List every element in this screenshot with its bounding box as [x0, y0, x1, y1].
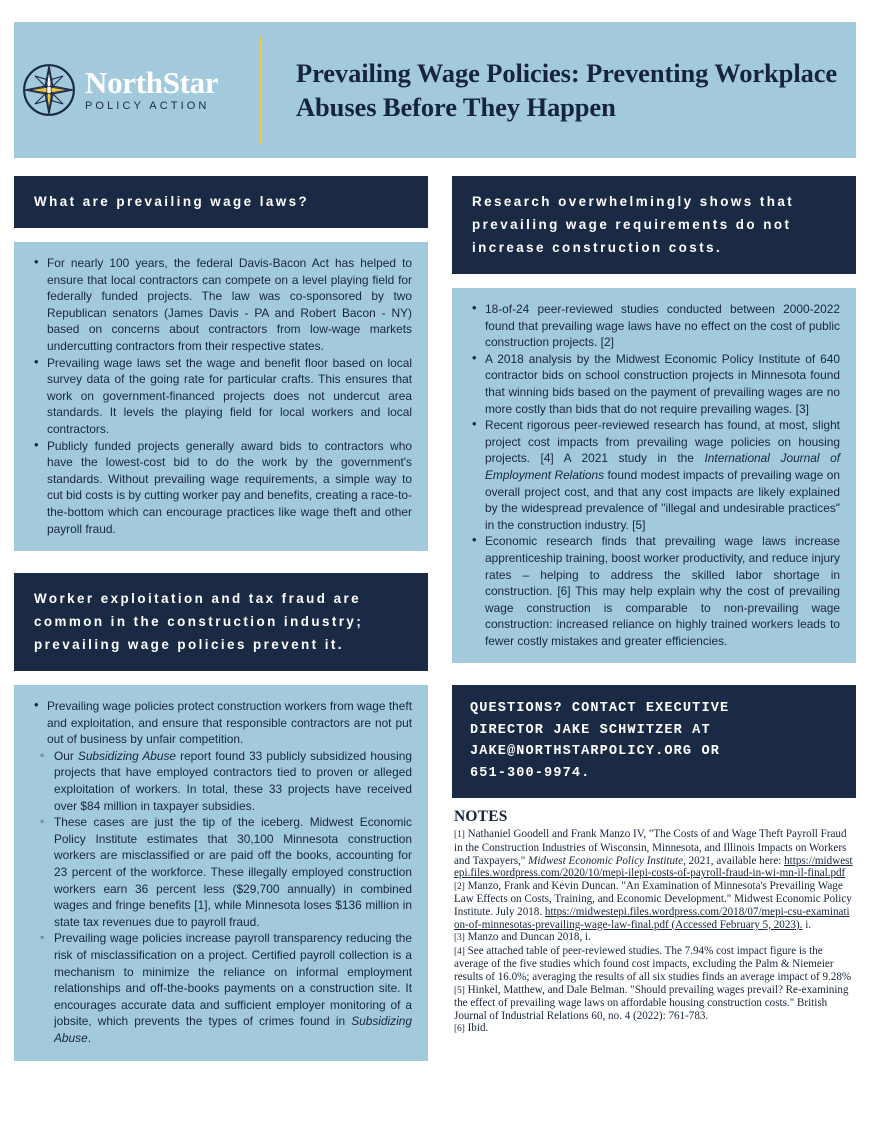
note-text-pre: Manzo and Duncan 2018, i. [464, 931, 591, 944]
spacer [452, 798, 856, 808]
list-item: • Prevailing wage policies protect construction workers from wage theft and exploitation, and ensure that responsible contractors are not put out of business by unfair competition. [47, 698, 412, 748]
panel-worker-exploitation [14, 685, 428, 1060]
section-heading-research-shows: Research overwhelmingly shows that prevailing wage requirements do not increase construction costs. [452, 176, 856, 274]
note-text-pre: Hinkel, Matthew, and Dale Belman. "Should prevailing wages prevail? Re-examining the effect of prevailing wage laws on affordable housing construction costs." British Journal of Industrial Relations 60, no. 4 (2022): 761-783. [454, 983, 849, 1022]
contact-phone-line[interactable]: 651-300-9974. [470, 765, 591, 781]
note-item [454, 984, 854, 1023]
note-item [454, 1022, 854, 1036]
brand-wordmark [85, 64, 219, 113]
bullet-text-pre: Recent rigorous peer-reviewed research has found, at most, slight project cost impacts from prevailing wage policies on housing projects. [4] A 2021 study in the [485, 418, 840, 466]
list-item [485, 301, 840, 351]
note-link[interactable]: https://midwestepi.files.wordpress.com/2020/10/mepi-ilepi-costs-of-payroll-fraud-in-wi-mn-il-final.pdf [454, 854, 853, 880]
list-item: • For nearly 100 years, the federal Davis-Bacon Act has helped to ensure that local contractors can compete on a level playing field for federally funded projects. The law was co-sponsored by two Republican senators (James Davis - PA and Robert Bacon - NY) based on concerns about contractors from low-wage markets undercutting contractors from their respective states. [47, 255, 412, 355]
left-column [14, 176, 428, 1061]
note-text-post: i. [802, 918, 812, 931]
brand-subtitle: POLICY ACTION [85, 99, 210, 112]
list-item [54, 748, 412, 814]
brand-lockup [14, 63, 260, 117]
spacer [452, 663, 856, 685]
note-item [454, 828, 854, 879]
notes-heading: NOTES [454, 808, 508, 826]
panel-what-are-prevailing-wage-laws [14, 242, 428, 551]
bullet-list [30, 255, 412, 537]
note-text-mid: , 2021, available here: [683, 854, 785, 867]
contact-block [452, 685, 856, 798]
sub-text-italic: Subsidizing Abuse [54, 1014, 412, 1045]
page-title: Prevailing Wage Policies: Preventing Workplace Abuses Before They Happen [296, 58, 838, 122]
note-text-pre: Manzo, Frank and Kevin Duncan. "An Examination of Minnesota's Prevailing Wage Law Effects on Costs, Training, and Economic Development." Midwest Economic Policy Institute. July 2018. [454, 879, 852, 919]
sub-text-pre: These cases are just the tip of the iceberg. Midwest Economic Policy Institute estimates that 30,100 Minnesota construction workers are misclassified or are paid off the books, accounting for 23 percent of the workforce. These illegally employed construction workers earn 36 percent less ($29,700 annually) in combined wages and fringe benefits [1], while Minnesota loses $136 million in state tax revenues due to payroll fraud. [54, 815, 412, 929]
sub-text-post: report found 33 publicly subsidized housing projects that have employed contractors tied to proven or alleged exploitation of workers. In total, these 33 projects have received over $84 million in taxpayer subsidies. [54, 748, 412, 813]
brand-name: NorthStar [85, 64, 219, 100]
spacer [452, 274, 856, 288]
notes-section [452, 808, 856, 1036]
note-text-italic: Midwest Economic Policy Institute [528, 854, 684, 867]
list-item: • Publicly funded projects generally award bids to contractors who have the lowest-cost bid to do the work by the government's standards. Without prevailing wage requirements, a simple way to cut bid costs is by cutting worker pay and benefits, creating a race-to-the-bottom which can encourage practices like wage theft and other payroll fraud. [47, 438, 412, 538]
bullet-text-pre: 18-of-24 peer-reviewed studies conducted between 2000-2022 found that prevailing wage laws have no effect on the cost of public construction projects. [2] [485, 302, 840, 350]
sub-text-italic: Subsidizing Abuse [77, 748, 177, 763]
note-text-pre: Nathaniel Goodell and Frank Manzo IV, "The Costs of and Wage Theft Payroll Fraud in the Construction Industries of Wisconsin, Minnesota, and Illinois Impacts on Workers and Taxpayers," [454, 828, 847, 867]
note-marker: [1] [454, 830, 465, 841]
spacer [14, 228, 428, 242]
note-item [454, 945, 854, 984]
note-marker: [5] [454, 985, 465, 996]
note-item [454, 931, 854, 945]
list-item [485, 533, 840, 649]
contact-email-line[interactable]: JAKE@NORTHSTARPOLICY.ORG OR [470, 744, 720, 760]
bullet-text-pre: A 2018 analysis by the Midwest Economic Policy Institute of 640 contractor bids on school construction projects in Minnesota found that winning bids based on the payment of prevailing wages are no more costly than bids that do not require prevailing wages. [3] [485, 351, 840, 416]
spacer [14, 671, 428, 685]
sub-text-pre: Prevailing wage policies increase payroll transparency reducing the risk of misclassification on a project. Certified payroll collection is a mechanism to minimize the reliance on informal employment relationships and off-the-books payments on a construction site. It encourages accurate data and sufficient employer monitoring of a jobsite, which prevents the types of crimes found in [54, 931, 412, 1029]
section-heading-what-are-prevailing-wage-laws: What are prevailing wage laws? [14, 176, 428, 228]
list-item: • Prevailing wage laws set the wage and benefit floor based on local survey data of the going rate for particular crafts. This ensures that work on government-financed projects does not undercut area standards. It levels the playing field for local workers and local contractors. [47, 355, 412, 438]
note-marker: [4] [454, 946, 465, 957]
note-marker: [3] [454, 933, 465, 944]
note-item [454, 880, 854, 931]
contact-line-1: QUESTIONS? CONTACT EXECUTIVE [470, 701, 730, 717]
spacer [14, 551, 428, 573]
note-link[interactable]: https://midwestepi.files.wordpress.com/2018/07/mepi-csu-examination-of-minnesotas-prevailing-wage-law-final.pdf (Accessed February 5, 2023). [454, 906, 850, 931]
note-text-pre: See attached table of peer-reviewed studies. The 7.94% cost impact figure is the average of the five studies which found cost impacts, excluding the Palm & Niemeier results of 16.0%; averaging the results of all six studies finds an average impact of 9.28% [454, 944, 852, 983]
note-text-pre: Ibid. [464, 1022, 489, 1035]
compass-star-icon [22, 63, 76, 117]
section-heading-worker-exploitation: Worker exploitation and tax fraud are common in the construction industry; prevailing wage policies prevent it. [14, 573, 428, 671]
masthead [14, 22, 856, 158]
bullet-list [468, 301, 840, 649]
note-marker: [6] [454, 1024, 465, 1035]
list-item [54, 930, 412, 1046]
right-column [452, 176, 856, 1036]
bullet-list [30, 698, 412, 748]
list-item [485, 351, 840, 417]
sub-text-pre: Our [54, 748, 78, 763]
panel-research-shows [452, 288, 856, 663]
note-marker: [2] [454, 881, 465, 892]
list-item [485, 417, 840, 533]
sub-text-post: . [87, 1030, 92, 1045]
contact-line-2: DIRECTOR JAKE SCHWITZER AT [470, 722, 711, 738]
list-item [54, 814, 412, 930]
bullet-text-pre: Economic research finds that prevailing wage laws increase apprenticeship training, boost worker productivity, and reduce injury rates – helping to address the skilled labor shortage in construction. [6] This may help explain why the cost of prevailing wage construction is comparable to non-prevailing wage construction: increased reliance on highly trained workers leads to fewer costly mistakes and greater efficiencies. [485, 534, 840, 648]
bullet-text-italic: International Journal of Employment Relations [485, 451, 841, 482]
bullet-text-post: found modest impacts of prevailing wage on overall project cost, and that any cost impacts are likely explained by the widespread prevalence of "illegal and undesirable practices" in the construction industry. [5] [485, 467, 840, 532]
sub-bullet-list [30, 748, 412, 1047]
